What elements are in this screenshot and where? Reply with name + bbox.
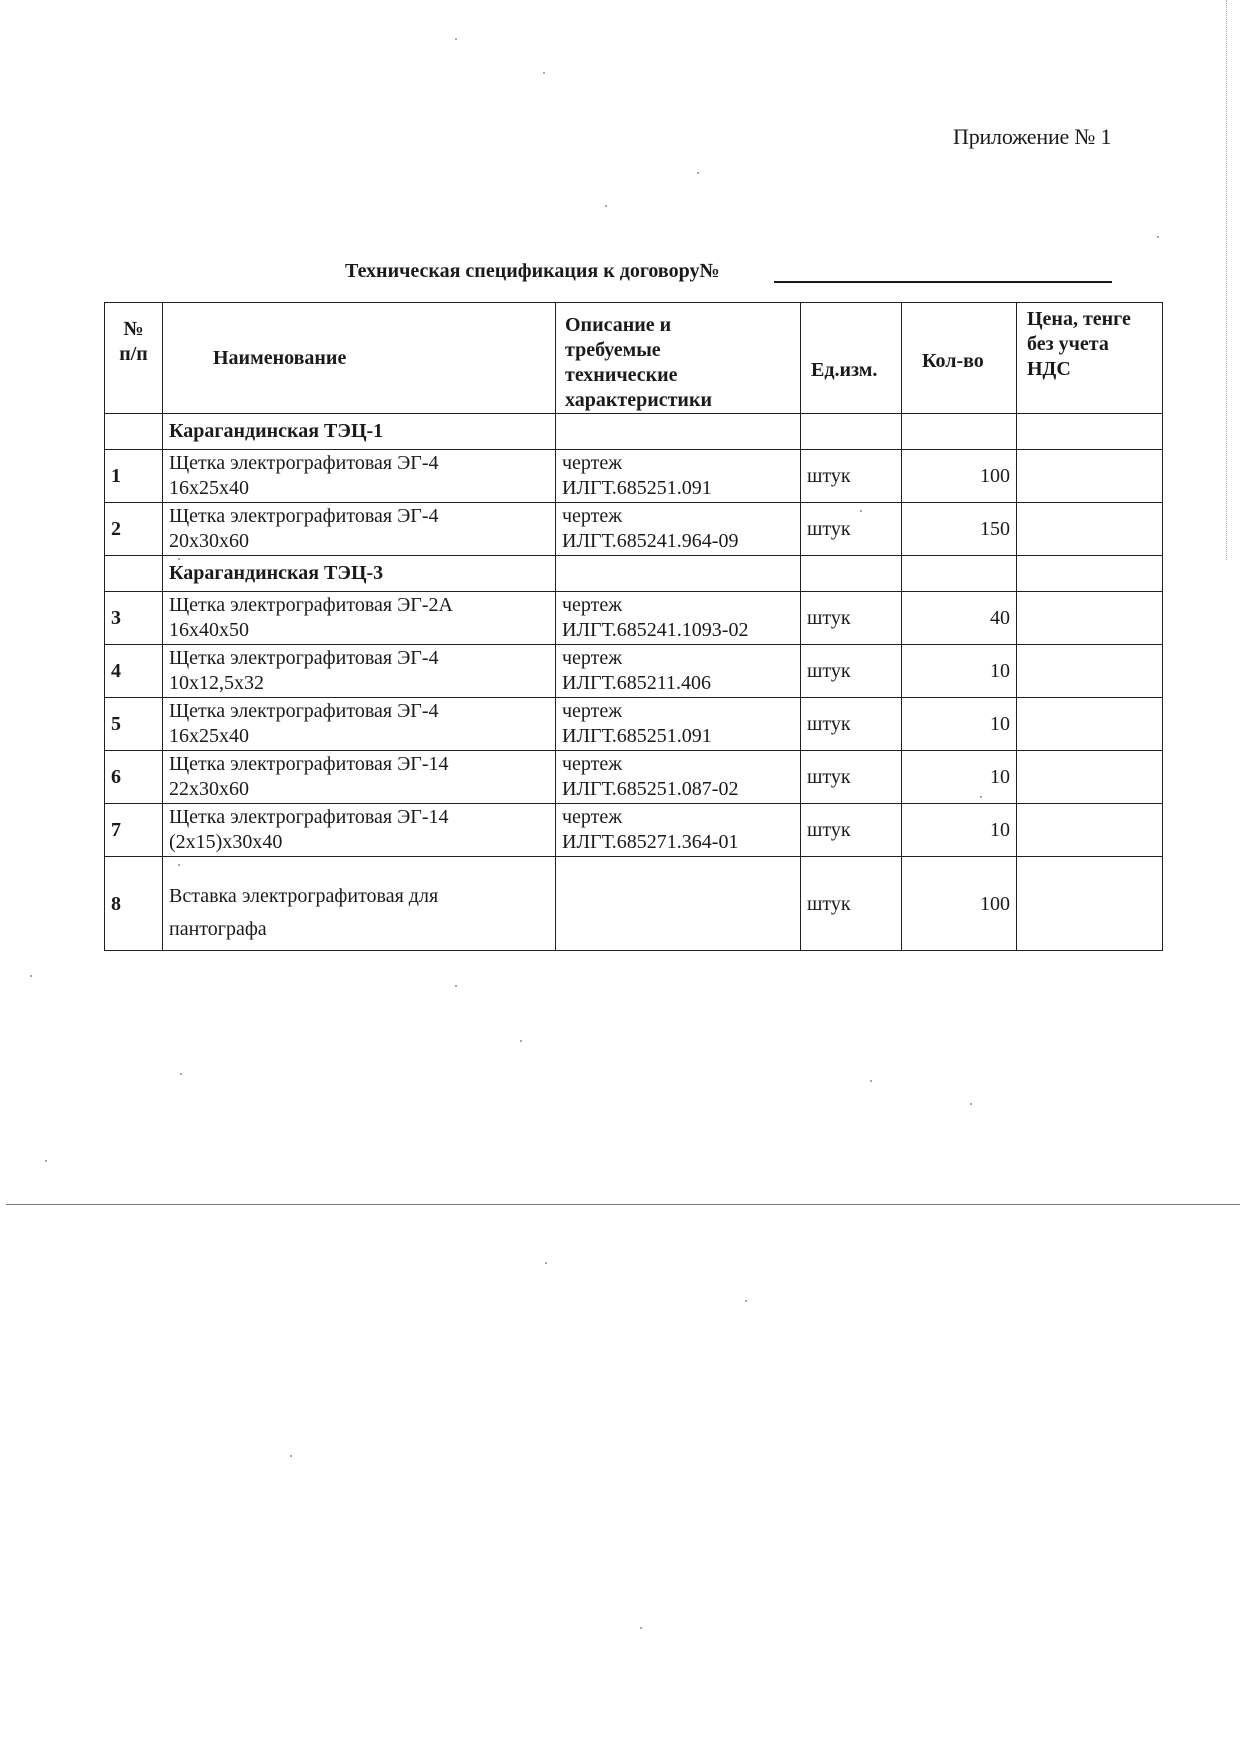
item-qty: 10 [902,804,1017,857]
table-row [105,698,1163,751]
document-title-text: Техническая спецификация к договору№ [345,260,720,282]
item-qty: 40 [902,592,1017,645]
table-row [105,503,1163,556]
item-qty: 150 [902,503,1017,556]
row-number: 4 [105,645,163,698]
item-name [163,503,556,556]
row-number: 5 [105,698,163,751]
appendix-label: Приложение № 1 [953,124,1112,149]
header-name: Наименование [163,303,556,414]
row-number: 7 [105,804,163,857]
item-description-line: чертеж [562,806,623,828]
table-row [105,450,1163,503]
item-unit: штук [801,857,902,951]
item-name [163,645,556,698]
section-empty-cell [902,414,1017,450]
item-description-line: чертеж [562,452,623,474]
item-name-line: пантографа [169,918,267,940]
row-number: 2 [105,503,163,556]
table-row [105,804,1163,857]
item-description-line: чертеж [562,505,623,527]
section-empty-cell [556,556,801,592]
table-header-row [105,303,1163,414]
table-row [105,751,1163,804]
item-description-line: ИЛГТ.685241.964-09 [562,530,739,552]
table-row [105,857,1163,951]
item-name-line: Щетка электрографитовая ЭГ-14 [169,806,449,828]
item-unit: штук [801,592,902,645]
table-row [105,592,1163,645]
item-name-line: 22x30x60 [169,778,249,800]
item-price [1017,592,1163,645]
header-unit: Ед.изм. [801,303,902,414]
page-fold-line [6,1204,1240,1205]
item-name [163,751,556,804]
item-name [163,450,556,503]
item-description [556,503,801,556]
item-description-line: ИЛГТ.685241.1093-02 [562,619,749,641]
item-name-line: Щетка электрографитовая ЭГ-4 [169,505,439,527]
item-name-line: Щетка электрографитовая ЭГ-4 [169,700,439,722]
header-price [1017,303,1163,414]
item-name [163,698,556,751]
scan-edge-line [1226,0,1227,560]
item-description [556,751,801,804]
item-unit: штук [801,698,902,751]
item-name [163,804,556,857]
section-row [105,414,1163,450]
item-name [163,857,556,951]
contract-number-blank [774,281,1112,283]
item-unit: штук [801,450,902,503]
section-row [105,556,1163,592]
item-description [556,645,801,698]
item-name-line: Щетка электрографитовая ЭГ-14 [169,753,449,775]
item-unit: штук [801,804,902,857]
item-price [1017,857,1163,951]
item-description-line: чертеж [562,647,623,669]
item-unit: штук [801,503,902,556]
item-description [556,804,801,857]
section-empty-cell [556,414,801,450]
specification-table [104,302,1163,951]
header-qty: Кол-во [902,303,1017,414]
item-price [1017,503,1163,556]
section-empty-cell [801,556,902,592]
item-qty: 10 [902,751,1017,804]
item-price [1017,450,1163,503]
item-price [1017,751,1163,804]
item-description [556,450,801,503]
item-price [1017,804,1163,857]
item-name-line: 10x12,5x32 [169,672,264,694]
item-description-line: чертеж [562,594,623,616]
item-description-line: ИЛГТ.685251.087-02 [562,778,739,800]
item-name-line: Щетка электрографитовая ЭГ-2А [169,594,453,616]
item-name-line: Вставка электрографитовая для [169,885,439,907]
item-description-line: ИЛГТ.685251.091 [562,725,712,747]
section-empty-cell [902,556,1017,592]
item-qty: 100 [902,450,1017,503]
item-name-line: 16x25x40 [169,725,249,747]
section-empty-cell [1017,556,1163,592]
table-row [105,645,1163,698]
header-price-line: НДС [1027,358,1071,380]
header-description-line: технические [565,364,678,386]
header-description-line: требуемые [565,339,661,361]
item-name-line: 20x30x60 [169,530,249,552]
item-description [556,698,801,751]
row-number: 3 [105,592,163,645]
section-no-cell [105,414,163,450]
item-qty: 100 [902,857,1017,951]
item-name-line: 16x40x50 [169,619,249,641]
item-name-line: Щетка электрографитовая ЭГ-4 [169,647,439,669]
item-description-line: чертеж [562,753,623,775]
item-unit: штук [801,645,902,698]
item-qty: 10 [902,645,1017,698]
row-number: 6 [105,751,163,804]
item-description [556,857,801,951]
document-title [345,260,1115,290]
section-empty-cell [801,414,902,450]
item-qty: 10 [902,698,1017,751]
item-name-line: (2x15)x30x40 [169,831,283,853]
section-title: Карагандинская ТЭЦ-1 [163,414,556,450]
header-no-line: № [123,318,144,340]
item-name-line: 16x25x40 [169,477,249,499]
item-description-line: ИЛГТ.685271.364-01 [562,831,739,853]
header-no-line: п/п [119,343,148,365]
header-description [556,303,801,414]
section-empty-cell [1017,414,1163,450]
header-description-line: Описание и [565,314,672,336]
header-no [105,303,163,414]
item-description-line: ИЛГТ.685251.091 [562,477,712,499]
section-no-cell [105,556,163,592]
item-description-line: чертеж [562,700,623,722]
item-description-line: ИЛГТ.685211.406 [562,672,712,694]
section-title: Карагандинская ТЭЦ-3 [163,556,556,592]
item-price [1017,645,1163,698]
header-price-line: Цена, тенге [1027,308,1131,330]
row-number: 1 [105,450,163,503]
header-price-line: без учета [1027,333,1109,355]
header-description-line: характеристики [565,389,713,411]
item-description [556,592,801,645]
item-name-line: Щетка электрографитовая ЭГ-4 [169,452,439,474]
item-name [163,592,556,645]
item-unit: штук [801,751,902,804]
row-number: 8 [105,857,163,951]
item-price [1017,698,1163,751]
